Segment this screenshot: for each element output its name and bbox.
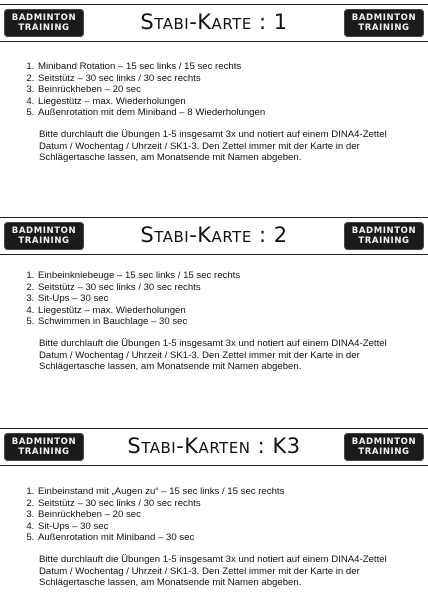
instruction-note: Bitte durchlauft die Übungen 1-5 insgesamt 3x und notiert auf einem DINA4-Zettel Datum / Wochentag / Uhrzeit / SK1-3. Den Zettel immer mit der Karte in der Schlägertasche lassen, am Monatsende mit Namen abgeben. bbox=[39, 128, 387, 164]
exercise-item: 1. Miniband Rotation – 15 sec links / 15 sec rechts bbox=[37, 61, 428, 73]
card-title: Stabi-Karte : 2 bbox=[140, 223, 288, 247]
stabi-card-3 bbox=[0, 428, 428, 589]
exercise-item: 3. Beinrückheben – 20 sec bbox=[37, 509, 428, 521]
exercise-item: 2. Seitstütz – 30 sec links / 30 sec rechts bbox=[37, 282, 428, 294]
badminton-training-logo: BADMINTON TRAINING bbox=[344, 222, 424, 250]
exercise-item: 4. Liegestütz – max. Wiederholungen bbox=[37, 305, 428, 317]
exercise-item: 2. Seitstütz – 30 sec links / 30 sec rechts bbox=[37, 498, 428, 510]
badminton-training-logo: BADMINTON TRAINING bbox=[344, 433, 424, 461]
exercise-item: 4. Sit-Ups – 30 sec bbox=[37, 521, 428, 533]
exercise-item: 1. Einbeinkniebeuge – 15 sec links / 15 sec rechts bbox=[37, 270, 428, 282]
badminton-training-logo: BADMINTON TRAINING bbox=[4, 9, 84, 37]
exercise-item: 3. Beinrückheben – 20 sec bbox=[37, 84, 428, 96]
exercise-list bbox=[0, 486, 428, 544]
badminton-training-logo: BADMINTON TRAINING bbox=[4, 222, 84, 250]
exercise-item: 2. Seitstütz – 30 sec links / 30 sec rechts bbox=[37, 73, 428, 85]
card-title: Stabi-Karte : 1 bbox=[140, 10, 288, 34]
card-header bbox=[0, 217, 428, 255]
exercise-item: 1. Einbeinstand mit „Augen zu“ – 15 sec links / 15 sec rechts bbox=[37, 486, 428, 498]
badminton-training-logo: BADMINTON TRAINING bbox=[4, 433, 84, 461]
instruction-note: Bitte durchlauft die Übungen 1-5 insgesamt 3x und notiert auf einem DINA4-Zettel Datum / Wochentag / Uhrzeit / SK1-3. Den Zettel immer mit der Karte in der Schlägertasche lassen, am Monatsende mit Namen abgeben. bbox=[39, 337, 387, 373]
exercise-item: 4. Liegestütz – max. Wiederholungen bbox=[37, 96, 428, 108]
instruction-note: Bitte durchlauft die Übungen 1-5 insgesamt 3x und notiert auf einem DINA4-Zettel Datum / Wochentag / Uhrzeit / SK1-3. Den Zettel immer mit der Karte in der Schlägertasche lassen, am Monatsende mit Namen abgeben. bbox=[39, 553, 387, 589]
exercise-list bbox=[0, 270, 428, 328]
exercise-item: 5. Außenrotation mit dem Miniband – 8 Wiederholungen bbox=[37, 107, 428, 119]
exercise-item: 3. Sit-Ups – 30 sec bbox=[37, 293, 428, 305]
stabi-card-2 bbox=[0, 217, 428, 373]
card-header bbox=[0, 428, 428, 466]
exercise-item: 5. Außenrotation mit Miniband – 30 sec bbox=[37, 532, 428, 544]
stabi-card-1 bbox=[0, 4, 428, 164]
exercise-item: 5. Schwimmen in Bauchlage – 30 sec bbox=[37, 316, 428, 328]
badminton-training-logo: BADMINTON TRAINING bbox=[344, 9, 424, 37]
exercise-list bbox=[0, 61, 428, 119]
card-header bbox=[0, 4, 428, 42]
card-title: Stabi-Karten : K3 bbox=[127, 434, 301, 458]
